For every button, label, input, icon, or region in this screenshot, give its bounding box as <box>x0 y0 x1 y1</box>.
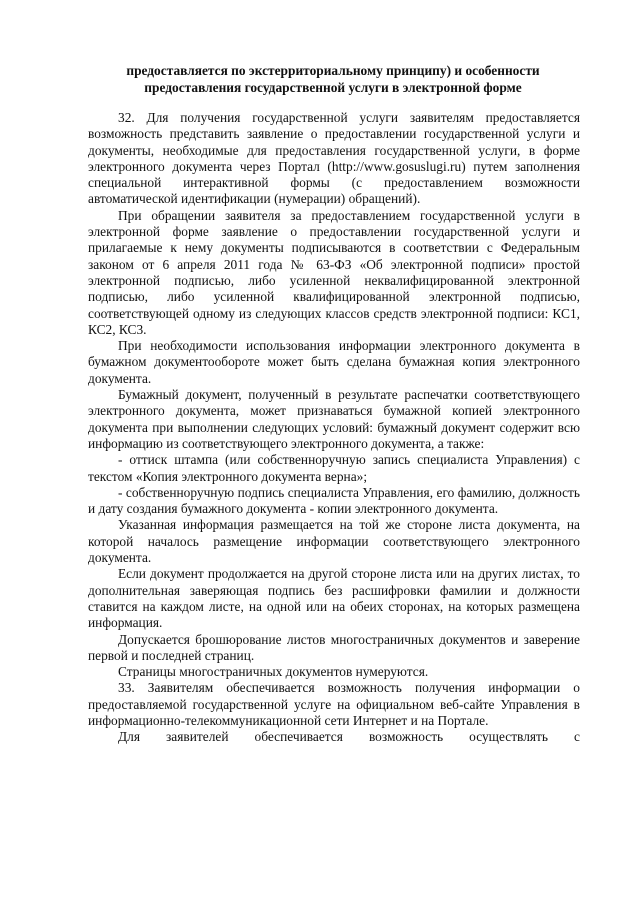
paragraph-32-intro: 32. Для получения государственной услуги заявителям предоставляется возможность представить заявление о предоставлении государственной услуги и документы, необходимые для предоставления государственной услуги, в форме электронного документа через Портал (http://www.gosuslugi.ru) путем заполнения специальной интерактивной формы (с предоставлением возможности автоматической идентификации (нумерации) обращений). <box>88 110 580 207</box>
section-heading <box>88 62 578 96</box>
paragraph-electronic-signature: При обращении заявителя за предоставлением государственной услуги в электронной форме заявление о предоставлении государственной услуги и прилагаемые к нему документы подписываются в соответствии с Федеральным законом от 6 апреля 2011 года № 63-ФЗ «Об электронной подписи» простой электронной подписью, либо усиленной неквалифицированной электронной подписью, либо усиленной квалифицированной электронной подписью, соответствующей одному из следующих классов средств электронной подписи: КС1, КС2, КС3. <box>88 207 580 337</box>
paragraph-continued: Для заявителей обеспечивается возможность осуществлять с <box>118 729 580 745</box>
paragraph-page-numbering: Страницы многостраничных документов нумеруются. <box>118 664 429 680</box>
section-heading-line-1: предоставляется по экстерриториальному принципу) и особенности <box>126 63 540 78</box>
paragraph-paper-copy: При необходимости использования информации электронного документа в бумажном документообороте может быть сделана бумажная копия электронного документа. <box>88 338 580 386</box>
paragraph-binding: Допускается брошюрование листов многостраничных документов и заверение первой и последней страниц. <box>88 631 580 663</box>
paragraph-33-website-info: 33. Заявителям обеспечивается возможность получения информации о предоставляемой государственной услуге на официальном веб-сайте Управления в информационно-телекоммуникационной сети Интернет и на Портале. <box>88 680 580 728</box>
paragraph-multi-sheet: Если документ продолжается на другой стороне листа или на других листах, то дополнительная заверяющая подпись без расшифровки фамилии и должности ставится на каждом листе, на одной или на обеих сторонах, на которых размещена информация. <box>88 566 580 631</box>
section-heading-line-2: предоставления государственной услуги в электронной форме <box>144 80 522 95</box>
list-item-signature: - собственноручную подпись специалиста Управления, его фамилию, должность и дату создания бумажного документа - копии электронного документа. <box>88 484 580 517</box>
list-item-stamp: - оттиск штампа (или собственноручную запись специалиста Управления) с текстом «Копия электронного документа верна»; <box>88 452 580 484</box>
paragraph-info-placement: Указанная информация размещается на той же стороне листа документа, на которой началось размещение информации соответствующего электронного документа. <box>88 517 580 566</box>
paragraph-paper-document-conditions: Бумажный документ, полученный в результате распечатки соответствующего электронного документа, может признаваться бумажной копией электронного документа при выполнении следующих условий: бумажный документ содержит всю информацию из соответствующего электронного документа, а также: <box>88 387 580 451</box>
document-body <box>88 110 580 746</box>
